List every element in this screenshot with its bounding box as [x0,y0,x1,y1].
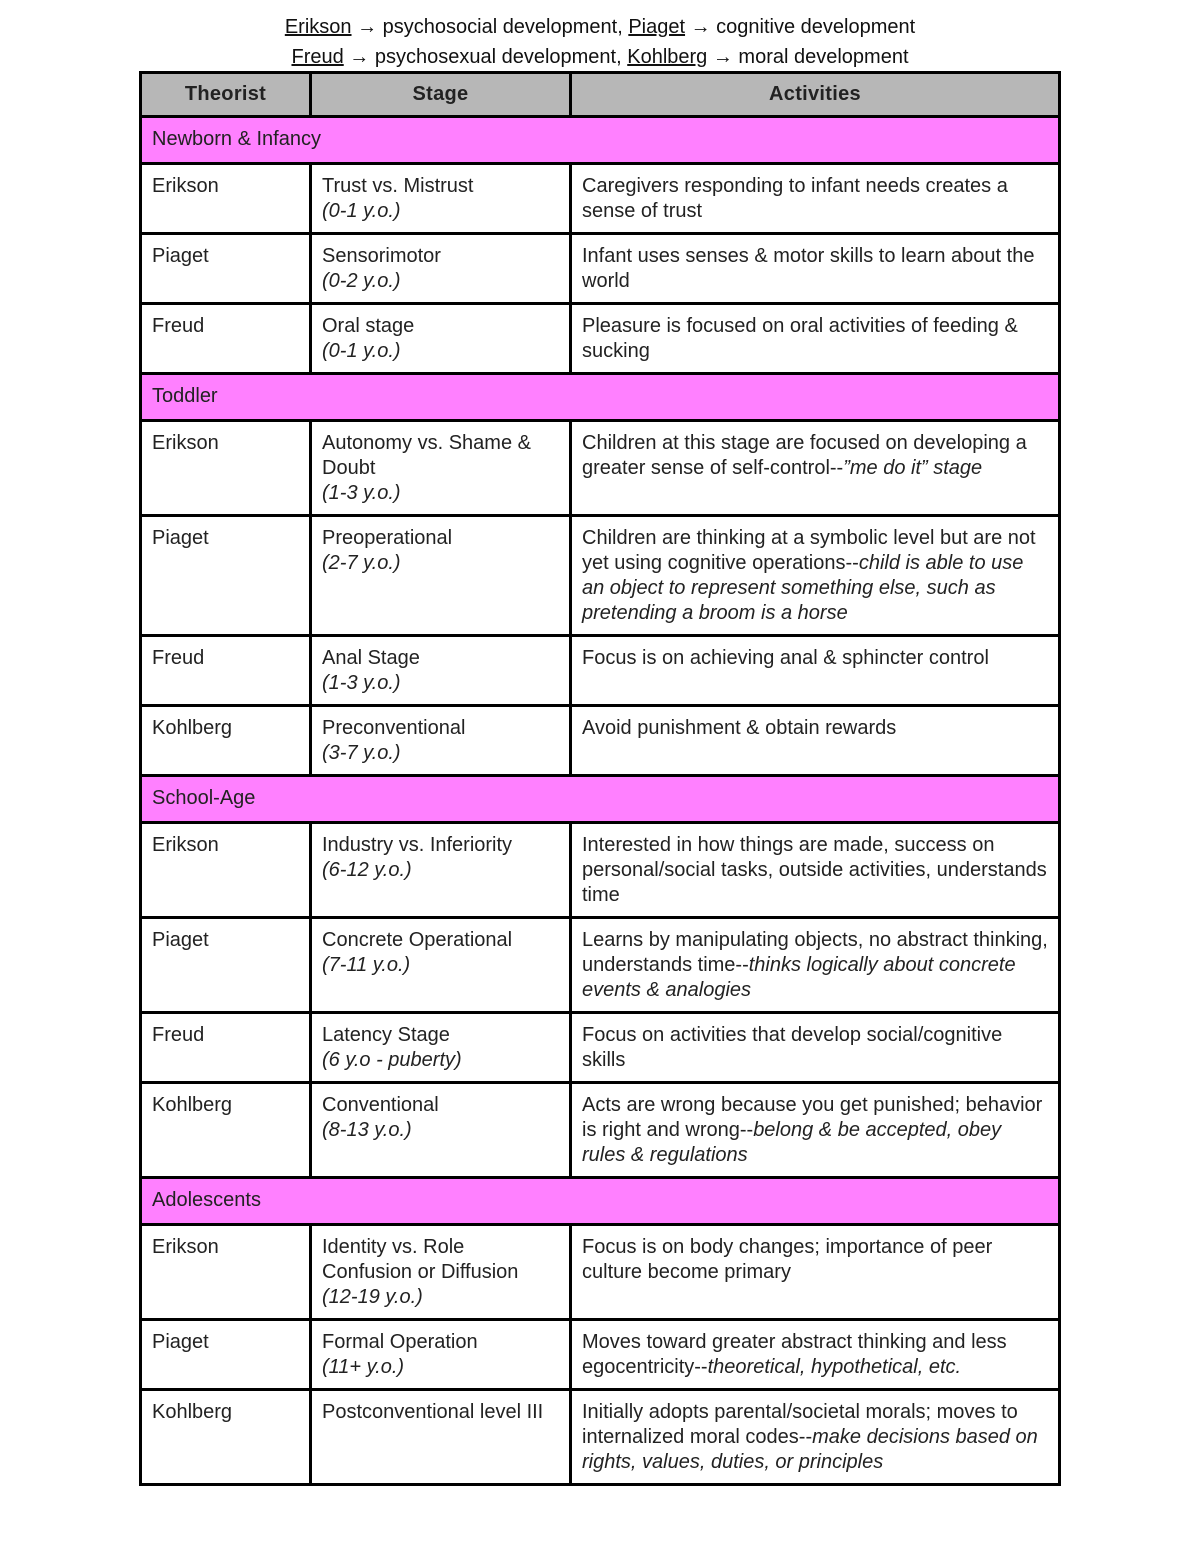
stage-age: (0-1 y.o.) [322,340,401,362]
table-row [141,1013,1060,1083]
stage-cell [311,1083,571,1178]
stage-age: (2-7 y.o.) [322,552,401,574]
theorist-cell: Kohlberg [141,1083,311,1178]
table-body [141,117,1060,1485]
section-row [141,776,1060,823]
activities-cell [571,516,1060,636]
header-desc: → psychosocial development, [351,16,629,38]
activity-text: Initially adopts parental/societal morals; moves to internalized moral codes-- [582,1401,1018,1448]
column-header-activities: Activities [571,73,1060,117]
stage-age: (1-3 y.o.) [322,482,401,504]
theorist-cell: Piaget [141,516,311,636]
activity-text: Acts are wrong because you get punished; behavior is right and wrong-- [582,1094,1043,1141]
stage-cell [311,636,571,706]
table-row [141,706,1060,776]
theorist-cell: Freud [141,636,311,706]
stage-cell [311,516,571,636]
stage-cell [311,1225,571,1320]
stage-name: Trust vs. Mistrust [322,175,474,197]
stage-cell [311,1013,571,1083]
table-row [141,304,1060,374]
activities-cell [571,304,1060,374]
activity-example: make decisions based on rights, values, duties, or principles [582,1426,1038,1473]
theorist-cell: Kohlberg [141,706,311,776]
section-row [141,117,1060,164]
stage-name: Anal Stage [322,647,420,669]
stage-cell [311,304,571,374]
stage-cell [311,823,571,918]
table-row [141,823,1060,918]
activity-text: Caregivers responding to infant needs creates a sense of trust [582,175,1008,222]
activity-example: belong & be accepted, obey rules & regulations [582,1119,1002,1166]
stage-name: Oral stage [322,315,415,337]
theorist-cell: Piaget [141,1320,311,1390]
header-term: Piaget [628,16,686,38]
activities-cell [571,164,1060,234]
stage-name: Concrete Operational [322,929,513,951]
header-desc: → cognitive development [685,16,916,38]
table-header-row [141,73,1060,117]
table-row [141,421,1060,516]
development-table [139,71,1061,1486]
activities-cell [571,1013,1060,1083]
activities-cell [571,234,1060,304]
header-term: Freud [291,46,344,68]
stage-age: (8-13 y.o.) [322,1119,412,1141]
activity-text: Focus on activities that develop social/cognitive skills [582,1024,1003,1071]
stage-name: Identity vs. Role Confusion or Diffusion [322,1236,519,1283]
activity-example: child is able to use an object to represent something else, such as pretending a broom is a horse [582,552,1024,624]
activities-cell [571,1083,1060,1178]
stage-age: (0-1 y.o.) [322,200,401,222]
activity-text: Interested in how things are made, success on personal/social tasks, outside activities, understands time [582,834,1047,906]
section-row [141,1178,1060,1225]
stage-age: (0-2 y.o.) [322,270,401,292]
theorist-cell: Freud [141,1013,311,1083]
activities-cell [571,823,1060,918]
activities-cell [571,918,1060,1013]
stage-age: (7-11 y.o.) [322,954,411,976]
activity-text: Children are thinking at a symbolic level but are not yet using cognitive operations-- [582,527,1036,574]
section-title: Toddler [141,374,1060,421]
stage-age: (11+ y.o.) [322,1356,405,1378]
stage-age: (6-12 y.o.) [322,859,412,881]
stage-name: Postconventional level III [322,1401,544,1423]
table-row [141,1225,1060,1320]
activity-example: thinks logically about concrete events & analogies [582,954,1016,1001]
activity-text: Avoid punishment & obtain rewards [582,717,897,739]
stage-name: Autonomy vs. Shame & Doubt [322,432,531,479]
theorist-cell: Freud [141,304,311,374]
theorist-cell: Piaget [141,918,311,1013]
table-row [141,1390,1060,1485]
activities-cell [571,636,1060,706]
section-title: Adolescents [141,1178,1060,1225]
header-line-1 [0,12,1200,42]
table-row [141,516,1060,636]
stage-age: (3-7 y.o.) [322,742,401,764]
table-row [141,636,1060,706]
stage-cell [311,234,571,304]
header-desc: → psychosexual development, [343,46,628,68]
activity-text: Moves toward greater abstract thinking and less egocentricity-- [582,1331,1007,1378]
stage-name: Latency Stage [322,1024,450,1046]
header-line-2 [0,42,1200,72]
table-row [141,164,1060,234]
activity-text: Pleasure is focused on oral activities of feeding & sucking [582,315,1018,362]
header-term: Erikson [284,16,352,38]
stage-name: Formal Operation [322,1331,478,1353]
stage-age: (12-19 y.o.) [322,1286,423,1308]
activity-text: Focus is on achieving anal & sphincter control [582,647,989,669]
section-title: Newborn & Infancy [141,117,1060,164]
activities-cell [571,1225,1060,1320]
stage-cell [311,918,571,1013]
activities-cell [571,421,1060,516]
activity-text: Focus is on body changes; importance of peer culture become primary [582,1236,993,1283]
activity-example: ”me do it” stage [843,457,983,479]
column-header-theorist: Theorist [141,73,311,117]
stage-name: Preconventional [322,717,466,739]
stage-name: Preoperational [322,527,453,549]
stage-cell [311,421,571,516]
stage-cell [311,1320,571,1390]
header-desc: → moral development [707,46,909,68]
activities-cell [571,1390,1060,1485]
stage-name: Sensorimotor [322,245,441,267]
stage-name: Conventional [322,1094,439,1116]
stage-age: (6 y.o - puberty) [322,1049,462,1071]
stage-age: (1-3 y.o.) [322,672,401,694]
stage-cell [311,706,571,776]
stage-name: Industry vs. Inferiority [322,834,513,856]
stage-cell [311,164,571,234]
section-title: School-Age [141,776,1060,823]
table-row [141,918,1060,1013]
activity-text: Infant uses senses & motor skills to learn about the world [582,245,1035,292]
stage-cell [311,1390,571,1485]
activity-example: theoretical, hypothetical, etc. [707,1356,962,1378]
theorist-cell: Erikson [141,164,311,234]
activities-cell [571,1320,1060,1390]
table-row [141,1083,1060,1178]
page-header [0,12,1200,72]
theorist-cell: Erikson [141,823,311,918]
theorist-cell: Piaget [141,234,311,304]
activity-text: Learns by manipulating objects, no abstract thinking, understands time-- [582,929,1048,976]
theorist-cell: Erikson [141,1225,311,1320]
activity-text: Children at this stage are focused on developing a greater sense of self-control-- [582,432,1027,479]
section-row [141,374,1060,421]
theorist-cell: Kohlberg [141,1390,311,1485]
table-row [141,1320,1060,1390]
activities-cell [571,706,1060,776]
theorist-cell: Erikson [141,421,311,516]
column-header-stage: Stage [311,73,571,117]
header-term: Kohlberg [627,46,708,68]
table-row [141,234,1060,304]
